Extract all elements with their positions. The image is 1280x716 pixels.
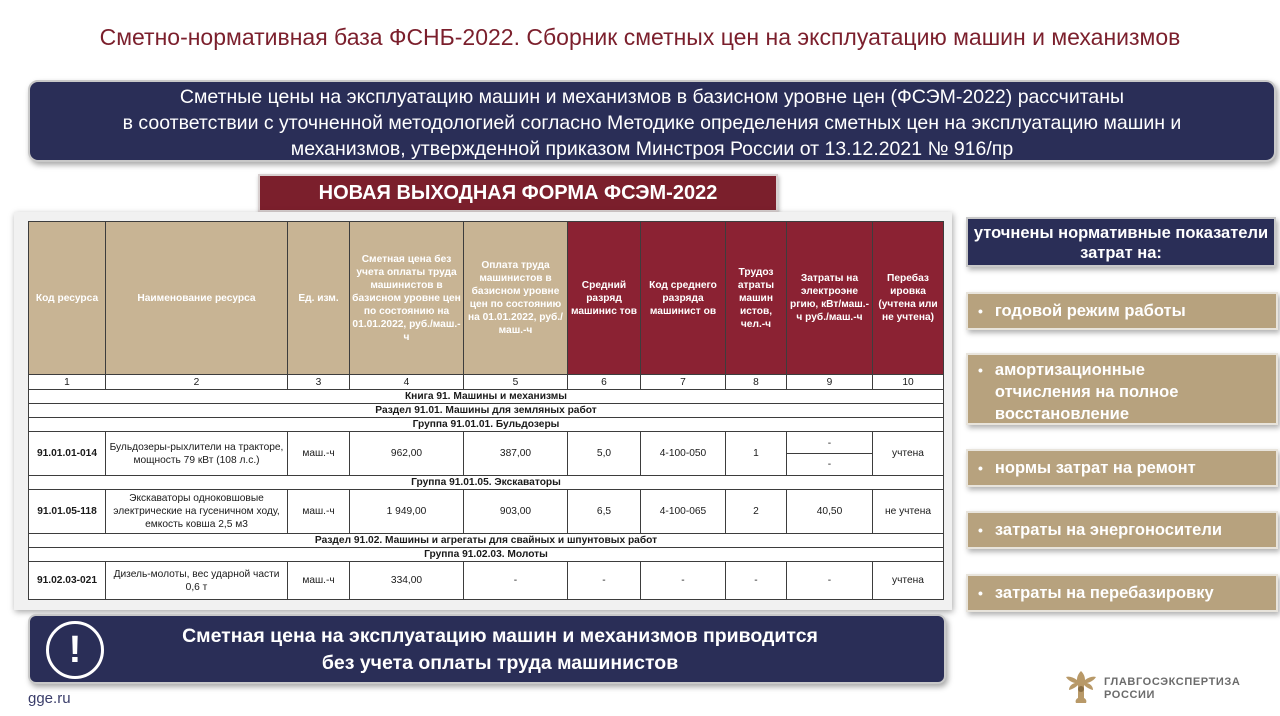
col-number: 5 [464,375,568,390]
indicator-item [966,353,1278,425]
bullet-icon: • [978,460,983,476]
resource-pay: 387,00 [464,432,568,476]
indicator-label: затраты на энергоносители [994,521,1222,539]
logo-text [1104,676,1240,702]
right-panel-header: уточнены нормативные показатели затрат на: [966,217,1276,267]
logo-line-1: ГЛАВГОСЭКСПЕРТИЗА [1104,676,1241,688]
table-row [29,432,944,476]
group-row [29,418,944,432]
col-number: 3 [288,375,350,390]
resource-pay: 903,00 [464,490,568,534]
col-number: 7 [641,375,726,390]
table-row [29,562,944,600]
header-labor: Трудоз атраты машин истов, чел.-ч [726,222,787,375]
site-link[interactable]: gge.ru [28,690,71,707]
resource-energy [787,432,873,476]
resource-relocation: учтена [873,432,944,476]
book-row [29,390,944,404]
bullet-icon: • [978,303,983,319]
indicator-item [966,511,1278,549]
indicator-item [966,449,1278,487]
resource-name: Бульдозеры-рыхлители на тракторе, мощность 79 кВт (108 л.с.) [106,432,288,476]
resource-energy: - [787,562,873,600]
indicator-label: затраты на перебазировку [994,584,1214,602]
resource-price: 962,00 [350,432,464,476]
warning-line-1: Сметная цена на эксплуатацию машин и механизмов приводится [182,625,818,647]
resource-energy: 40,50 [787,490,873,534]
resource-name: Экскаваторы одноковшовые электрические на гусеничном ходу, емкость ковша 2,5 м3 [106,490,288,534]
table-header-row [29,222,944,375]
group-label: Группа 91.01.01. Бульдозеры [29,418,944,432]
header-energy: Затраты на электроэне ргию, кВт/маш.-ч руб./маш.-ч [787,222,873,375]
page-title: Сметно-нормативная база ФСНБ-2022. Сборник сметных цен на эксплуатацию машин и механизмов [99,24,1181,50]
resource-table [28,221,944,600]
exclamation-icon: ! [46,621,104,679]
indicator-item [966,574,1278,612]
group-label: Группа 91.02.03. Молоты [29,548,944,562]
resource-grade-code: 4-100-065 [641,490,726,534]
energy-top: - [787,433,872,454]
intro-line-1: Сметные цены на эксплуатацию машин и механизмов в базисном уровне цен (ФСЭМ-2022) рассчитаны [179,86,1125,108]
header-pay: Оплата труда машинистов в базисном уровне цен по состоянию на 01.01.2022, руб./маш.-ч [464,222,568,375]
intro-line-3: механизмов, утвержденной приказом Минстроя России от 13.12.2021 № 916/пр [290,138,1014,160]
group-row [29,548,944,562]
resource-code: 91.01.05-118 [29,490,106,534]
resource-relocation: не учтена [873,490,944,534]
resource-labor: - [726,562,787,600]
resource-pay: - [464,562,568,600]
intro-line-2: в соответствии с уточненной методологией согласно Методике определения сметных цен на эксплуатацию машин и [122,112,1182,134]
form-banner: НОВАЯ ВЫХОДНАЯ ФОРМА ФСЭМ-2022 [258,174,778,212]
header-grade: Средний разряд машинис тов [568,222,641,375]
group-row [29,476,944,490]
resource-grade-code: 4-100-050 [641,432,726,476]
indicator-item [966,292,1278,330]
col-number: 9 [787,375,873,390]
resource-grade-code: - [641,562,726,600]
resource-labor: 1 [726,432,787,476]
indicator-label: годовой режим работы [994,302,1186,320]
resource-price: 334,00 [350,562,464,600]
logo [1064,668,1274,708]
warning-text [100,623,900,677]
section-label: Раздел 91.02. Машины и агрегаты для свайных и шпунтовых работ [29,534,944,548]
energy-bottom: - [827,458,832,470]
section-row [29,404,944,418]
indicator-label: амортизационные отчисления на полное восстановление [994,361,1179,423]
header-unit: Ед. изм. [288,222,350,375]
header-grade-code: Код среднего разряда машинист ов [641,222,726,375]
indicator-label: нормы затрат на ремонт [994,459,1196,477]
section-label: Раздел 91.01. Машины для земляных работ [29,404,944,418]
col-number: 10 [873,375,944,390]
section-row [29,534,944,548]
resource-grade: 6,5 [568,490,641,534]
resource-unit: маш.-ч [288,490,350,534]
warning-line-2: без учета оплаты труда машинистов [321,652,679,674]
col-number: 1 [29,375,106,390]
column-number-row [29,375,944,390]
resource-grade: 5,0 [568,432,641,476]
col-number: 4 [350,375,464,390]
table-row [29,490,944,534]
resource-grade: - [568,562,641,600]
resource-price: 1 949,00 [350,490,464,534]
header-price: Сметная цена без учета оплаты труда машинистов в базисном уровне цен по состоянию на 01.01.2022, руб./маш.-ч [350,222,464,375]
resource-labor: 2 [726,490,787,534]
col-number: 8 [726,375,787,390]
group-label: Группа 91.01.05. Экскаваторы [29,476,944,490]
resource-code: 91.02.03-021 [29,562,106,600]
col-number: 6 [568,375,641,390]
book-label: Книга 91. Машины и механизмы [29,390,944,404]
resource-unit: маш.-ч [288,562,350,600]
eagle-emblem-icon [1064,668,1098,704]
resource-name: Дизель-молоты, вес ударной части 0,6 т [106,562,288,600]
resource-relocation: учтена [873,562,944,600]
bullet-icon: • [978,362,983,378]
header-relocation: Перебаз ировка (учтена или не учтена) [873,222,944,375]
bullet-icon: • [978,522,983,538]
header-code: Код ресурса [29,222,106,375]
warning-box [28,614,946,684]
logo-line-2: РОССИИ [1104,689,1156,701]
intro-box [28,80,1276,162]
resource-unit: маш.-ч [288,432,350,476]
bullet-icon: • [978,585,983,601]
resource-code: 91.01.01-014 [29,432,106,476]
header-name: Наименование ресурса [106,222,288,375]
col-number: 2 [106,375,288,390]
